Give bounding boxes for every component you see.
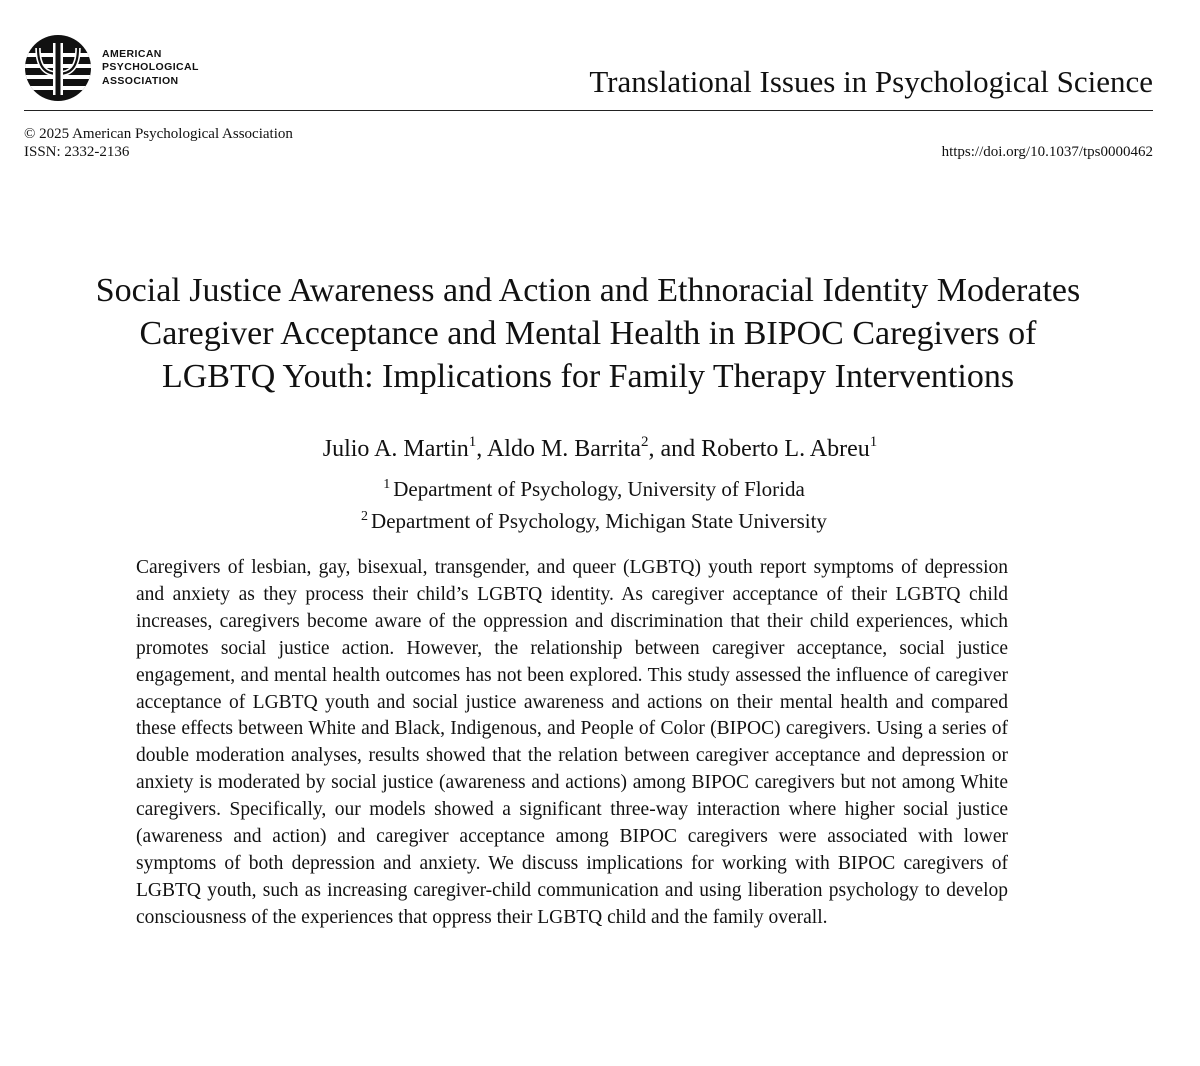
publisher-name: [102, 48, 199, 89]
publisher-logo: [24, 34, 199, 102]
publisher-line: PSYCHOLOGICAL: [102, 61, 199, 74]
affiliation-text: Department of Psychology, University of Florida: [393, 477, 805, 501]
affiliation-marker: 1: [468, 434, 477, 450]
author-name[interactable]: Julio A. Martin: [322, 436, 469, 462]
affiliation-text: Department of Psychology, Michigan State University: [371, 509, 827, 533]
copyright-notice: © 2025 American Psychological Association: [24, 126, 293, 142]
affiliation-number: 1: [383, 477, 391, 492]
publication-meta: [24, 125, 293, 161]
author-list: [0, 433, 1200, 465]
abstract: Caregivers of lesbian, gay, bisexual, transgender, and queer (LGBTQ) youth report symptoms of depression and anxiety as they process their child’s LGBTQ identity. As caregiver acceptance of their LGBTQ child increases, caregivers become aware of the oppression and discrimination that their child experiences, which promotes social justice action. However, the relationship between caregiver acceptance, social justice engagement, and mental health outcomes has not been explored. This study assessed the influence of caregiver acceptance of LGBTQ youth and social justice awareness and actions on their mental health and compared these effects between White and Black, Indigenous, and People of Color (BIPOC) caregivers. Using a series of double moderation analyses, results showed that the relation between caregiver acceptance and depression or anxiety is moderated by social justice (awareness and actions) among BIPOC caregivers but not among White caregivers. Specifically, our models showed a significant three-way interaction where higher social justice (awareness and action) and caregiver acceptance among BIPOC caregivers were associated with lower symptoms of both depression and anxiety. We discuss implications for working with BIPOC caregivers of LGBTQ youth, such as increasing caregiver-child communication and using liberation psychology to develop consciousness of the experiences that oppress their LGBTQ child and the family overall.: [136, 557, 1008, 928]
author-name[interactable]: Roberto L. Abreu: [701, 436, 870, 462]
publisher-line: AMERICAN: [102, 47, 162, 60]
article-title: [0, 269, 1176, 398]
publisher-line: ASSOCIATION: [102, 74, 179, 87]
doi-link[interactable]: https://doi.org/10.1037/tps0000462: [941, 144, 1153, 160]
apa-psi-icon: [24, 34, 92, 102]
header-divider: [24, 110, 1153, 111]
affiliation-number: 2: [361, 509, 369, 524]
issn: ISSN: 2332-2136: [24, 144, 130, 160]
author-separator: , and: [648, 436, 702, 462]
affiliation-marker: 2: [640, 434, 649, 450]
journal-title: Translational Issues in Psychological Science: [589, 64, 1153, 99]
affiliation-1: [0, 475, 1188, 503]
author-separator: ,: [476, 436, 487, 462]
title-line: LGBTQ Youth: Implications for Family Therapy Interventions: [161, 358, 1015, 395]
title-line: Caregiver Acceptance and Mental Health in BIPOC Caregivers of: [139, 315, 1037, 352]
author-name[interactable]: Aldo M. Barrita: [486, 436, 641, 462]
affiliation-marker: 1: [869, 434, 878, 450]
title-line: Social Justice Awareness and Action and Ethnoracial Identity Moderates: [95, 272, 1081, 309]
affiliation-2: [0, 507, 1188, 535]
